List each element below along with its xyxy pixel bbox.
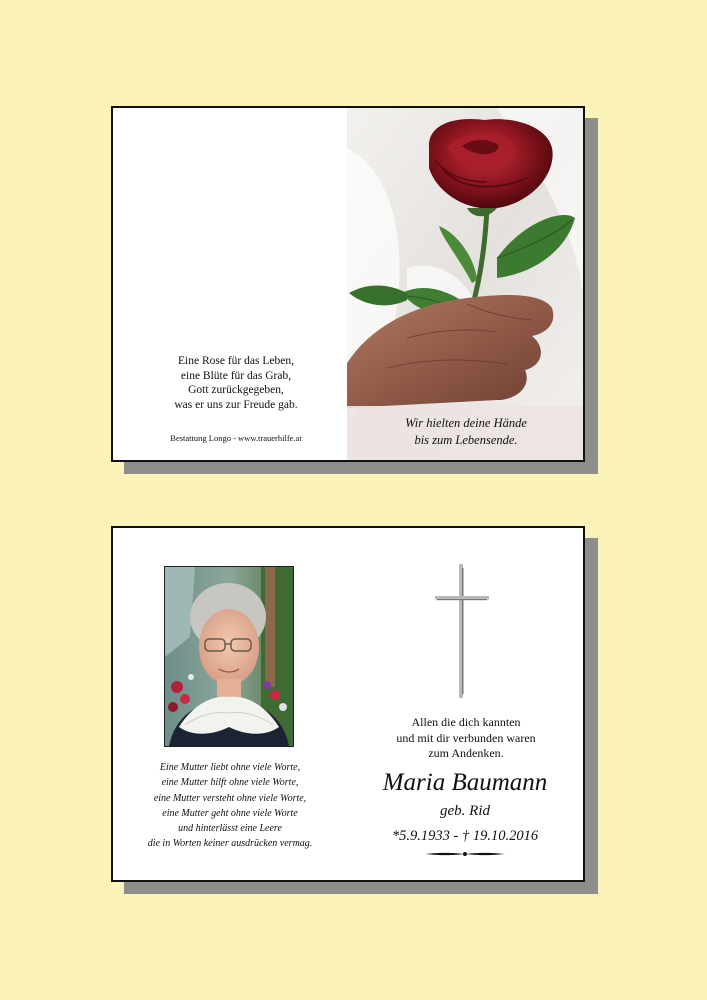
poem-line: eine Blüte für das Grab, [180, 369, 292, 382]
dedication-line: Allen die dich kannten [411, 715, 521, 729]
life-dates: *5.9.1933 - † 19.10.2016 [391, 828, 539, 844]
undertaker-credit: Bestattung Longo - www.trauerhilfe.at [170, 433, 302, 443]
memorial-dedication [353, 715, 579, 762]
dedication-line: zum Andenken. [428, 746, 504, 760]
poem-line: was er uns zur Freude gab. [174, 398, 298, 411]
portrait-photo [164, 566, 294, 747]
poem-line: die in Worten keiner ausdrücken vermag. [147, 838, 313, 850]
dedication-line: und mit dir verbunden waren [396, 730, 536, 745]
maiden-name: geb. Rid [440, 803, 490, 819]
cross-icon [433, 562, 493, 702]
poem-line: eine Mutter versteht ohne viele Worte, [153, 792, 307, 804]
elderly-woman-portrait-image [165, 567, 293, 746]
mother-poem [117, 760, 343, 852]
poem-line: Eine Rose für das Leben, [178, 355, 294, 367]
ornament-divider-icon [425, 850, 505, 858]
memorial-card-back [111, 526, 585, 882]
rose-photo [347, 108, 585, 460]
caption-line: bis zum Lebensende. [414, 433, 518, 447]
poem-line: eine Mutter geht ohne viele Worte [162, 807, 298, 819]
poem-line: Eine Mutter liebt ohne viele Worte, [159, 762, 301, 773]
rose-poem [141, 354, 331, 412]
caption-line: Wir hielten deine Hände [405, 416, 527, 430]
deceased-name: Maria Baumann [382, 769, 548, 796]
poem-line: und hinterlässt eine Leere [178, 823, 282, 835]
memorial-card-front [111, 106, 585, 462]
rose-caption [347, 406, 585, 460]
poem-line: Gott zurückgegeben, [188, 384, 284, 396]
poem-line: eine Mutter hilft ohne viele Worte, [161, 777, 299, 789]
